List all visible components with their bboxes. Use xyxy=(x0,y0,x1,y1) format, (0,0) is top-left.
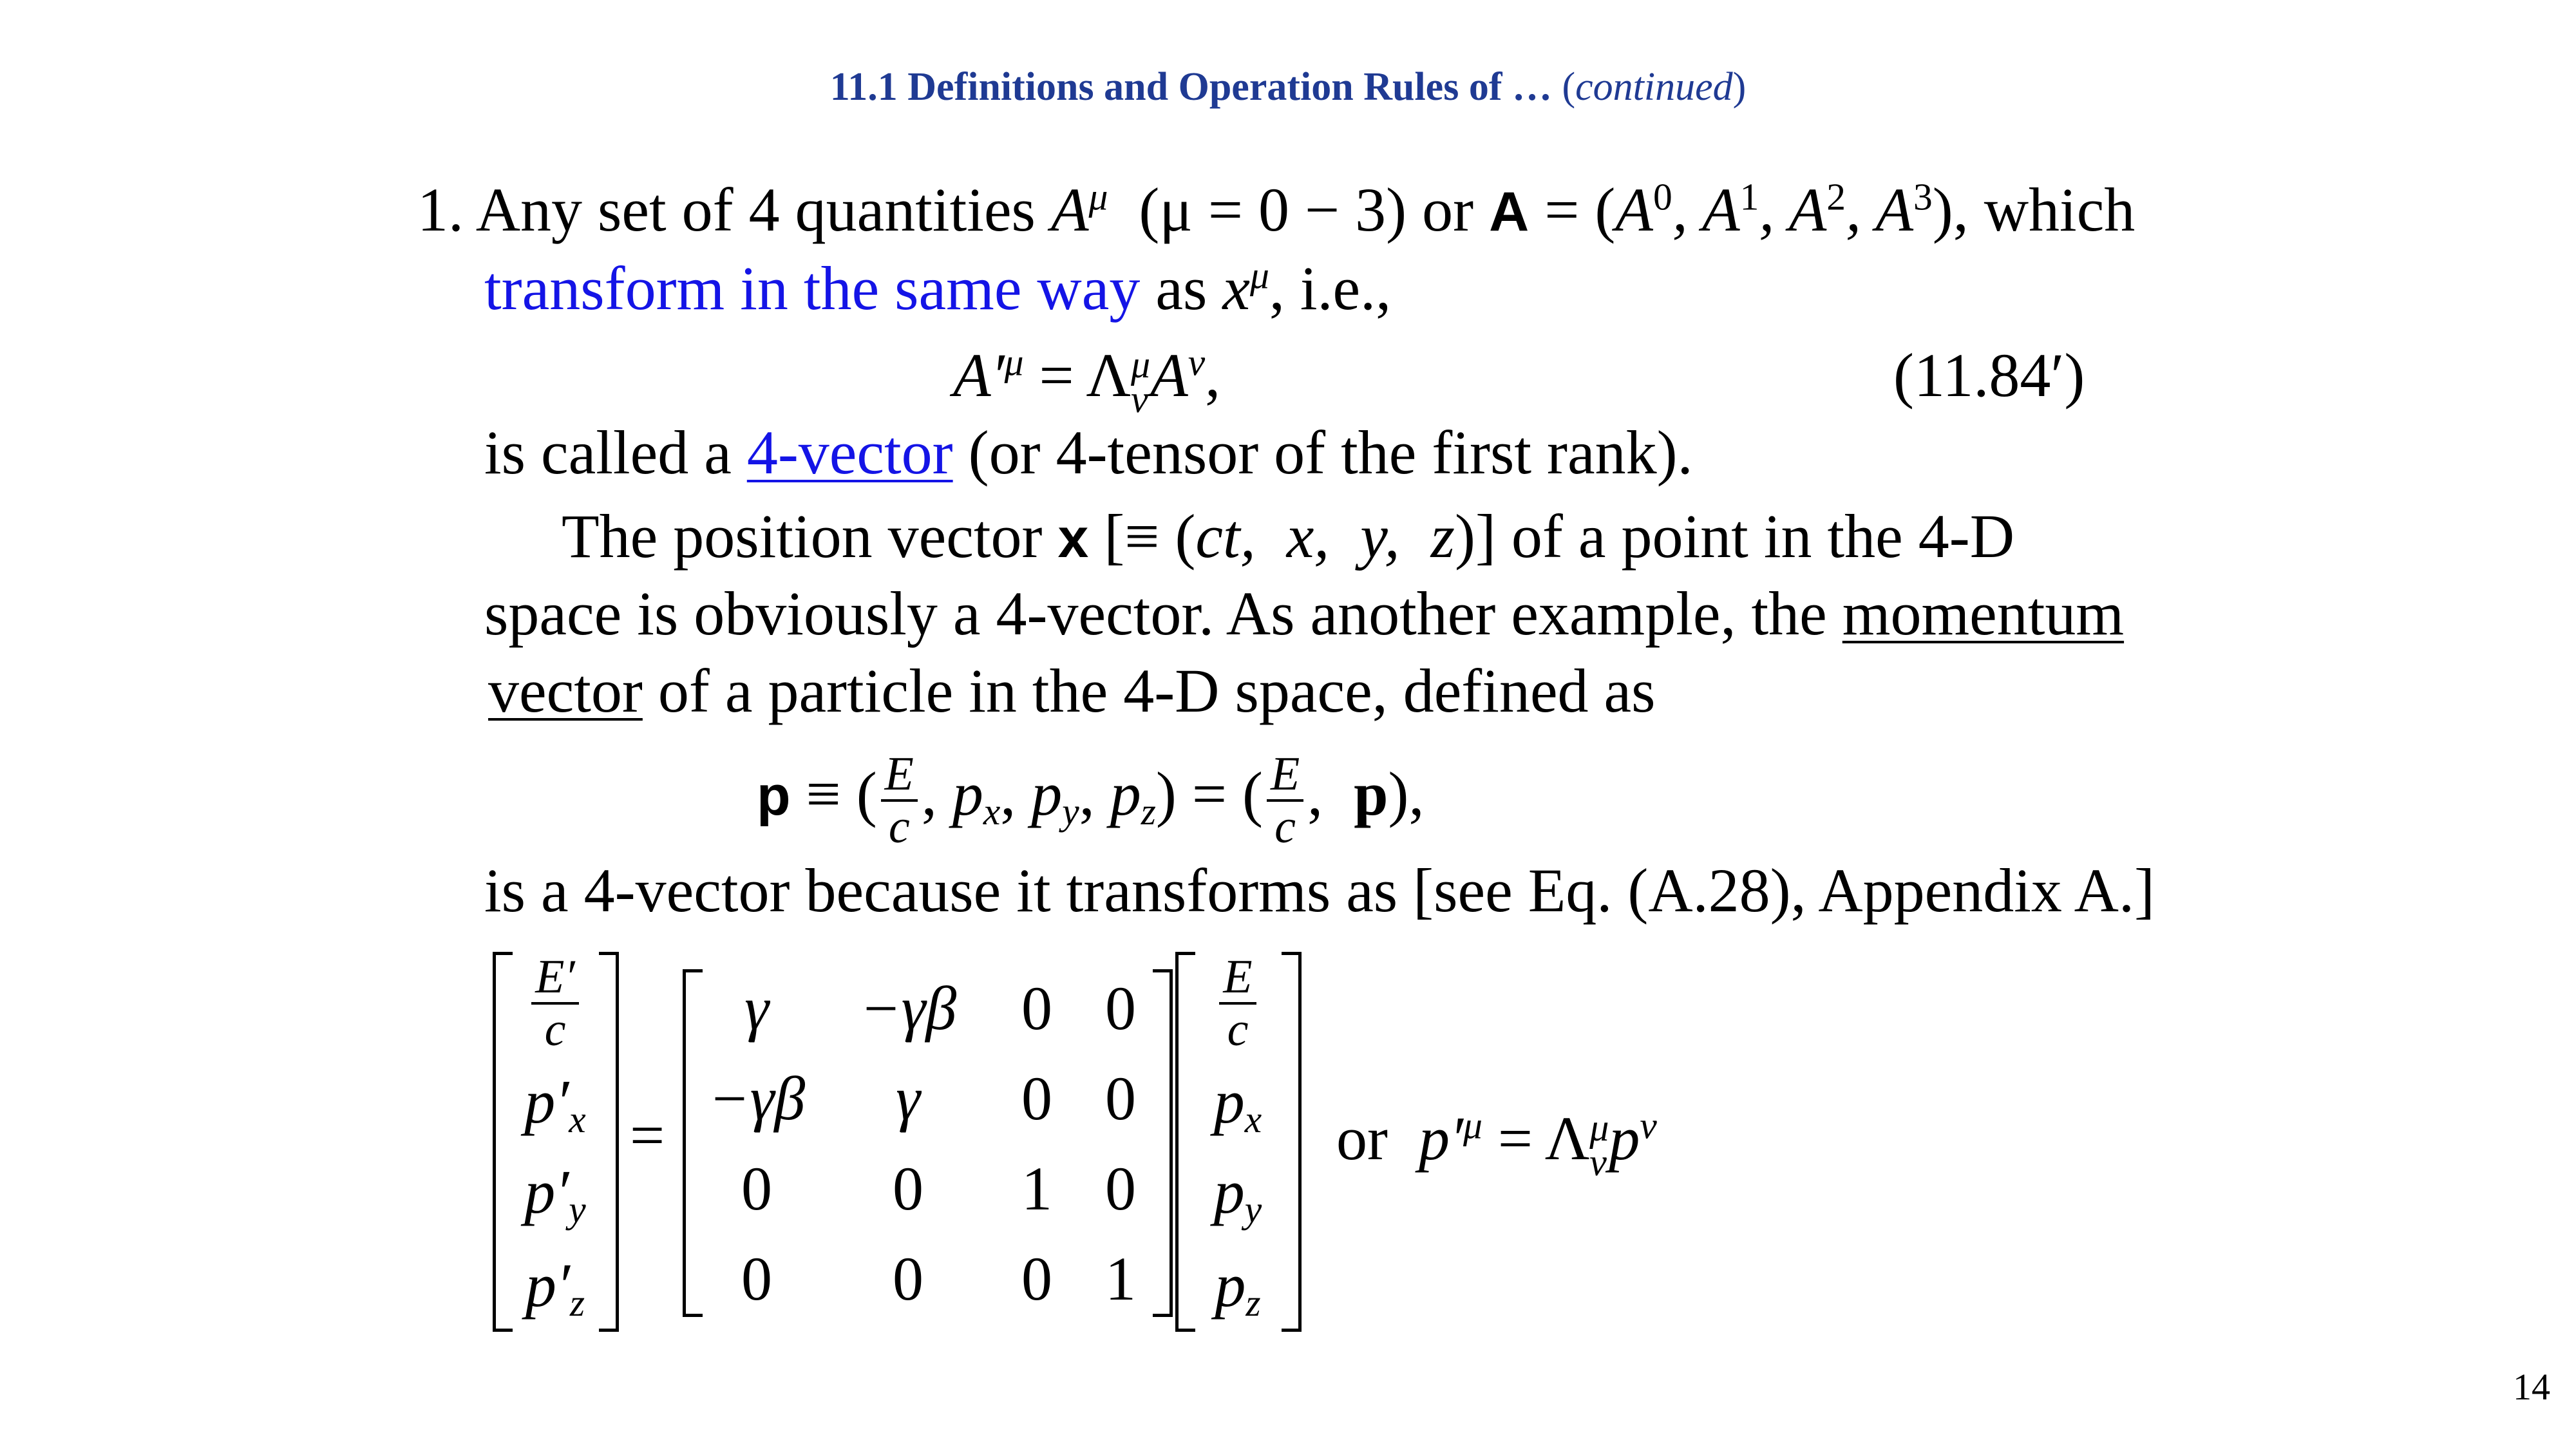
slide-title-italic: continued xyxy=(1575,65,1733,109)
momentum-underline: momentum xyxy=(1842,579,2125,648)
m-03: 0 xyxy=(1105,974,1136,1043)
lv-cell-3: $p'_z$ xyxy=(525,1251,585,1324)
paragraph-line-6: space is obviously a 4-vector. As another example, the momentum xyxy=(484,579,2125,648)
paragraph-line-1: 1. Any set of 4 quantities $A^\mu$ (μ = 0 − 3) or $A = (A^0$, $A^1$, $A^2$, $A^3$), which xyxy=(417,175,2136,244)
equation-number: (11.84′) xyxy=(1893,341,2085,410)
m-13: 0 xyxy=(1105,1064,1136,1133)
lv-cell-1: $p'_x$ xyxy=(524,1067,586,1141)
math-position: ct, x, y, z xyxy=(1195,502,1455,571)
paragraph-line-5: The position vector x [≡ (ct, x, y, z)] of a point in the 4-D xyxy=(562,502,2015,571)
bold-x: x xyxy=(1057,507,1089,569)
lv-cell-0: $\frac{E'}{c}$ xyxy=(484,953,626,1054)
equation-compact: or $p'^\mu = \Lambda$ μ ν $p^\nu$ xyxy=(1336,1104,1657,1184)
m-00: γ xyxy=(744,974,769,1043)
slide-title: 11.1 Definitions and Operation Rules of … (continued) xyxy=(829,65,1747,109)
slide-title-bold: 11.1 Definitions and Operation Rules of … xyxy=(829,65,1552,109)
math-x-mu: $x^\mu$ xyxy=(1222,254,1269,323)
rv-cell-1: $p_x$ xyxy=(1213,1067,1262,1141)
m-10: −γβ xyxy=(708,1064,806,1133)
highlight-text: transform in the same way xyxy=(484,254,1141,323)
m-01: −γβ xyxy=(859,974,957,1043)
m-32: 0 xyxy=(1021,1244,1052,1313)
paragraph-line-7: vector of a particle in the 4-D space, defined as xyxy=(488,656,1656,725)
m-23: 0 xyxy=(1105,1154,1136,1223)
m-31: 0 xyxy=(893,1244,923,1313)
m-33: 1 xyxy=(1105,1244,1136,1313)
rv-cell-2: $p_y$ xyxy=(1213,1157,1262,1231)
m-20: 0 xyxy=(741,1154,772,1223)
paragraph-line-4: is called a 4-vector (or 4-tensor of the first rank). xyxy=(484,418,1693,487)
m-30: 0 xyxy=(741,1244,772,1313)
equation-momentum: p ≡ ( $\frac{E}{c}$ , $p_x$, $p_y$, $p_z$) = ( $\frac{E}{c}$ , p), xyxy=(757,748,1425,853)
m-11: γ xyxy=(896,1064,920,1133)
lv-cell-2: $p'_y$ xyxy=(524,1157,586,1231)
m-21: 0 xyxy=(893,1154,923,1223)
vector-underline: vector xyxy=(488,656,643,725)
equals-sign: = xyxy=(630,1101,665,1170)
bold-A: A xyxy=(1489,181,1530,243)
math-A-components: $A^0$, $A^1$, $A^2$, $A^3$ xyxy=(1615,175,1933,244)
m-02: 0 xyxy=(1021,974,1052,1043)
equation-transform: $A'^\mu = \Lambda$ μ ν $A^\nu$, xyxy=(953,341,1221,421)
paragraph-line-2: transform in the same way as $x^\mu$, i.e., xyxy=(484,254,1392,323)
m-22: 1 xyxy=(1021,1154,1052,1223)
four-vector-link[interactable]: 4-vector xyxy=(746,418,953,487)
paragraph-line-9: is a 4-vector because it transforms as [see Eq. (A.28), Appendix A.] xyxy=(484,856,2155,925)
rv-cell-0: $\frac{E}{c}$ xyxy=(1167,953,1309,1054)
rv-cell-3: $p_z$ xyxy=(1215,1251,1261,1324)
math-A-mu: $A^\mu$ xyxy=(1050,175,1108,244)
page-number: 14 xyxy=(2513,1366,2550,1408)
m-12: 0 xyxy=(1021,1064,1052,1133)
